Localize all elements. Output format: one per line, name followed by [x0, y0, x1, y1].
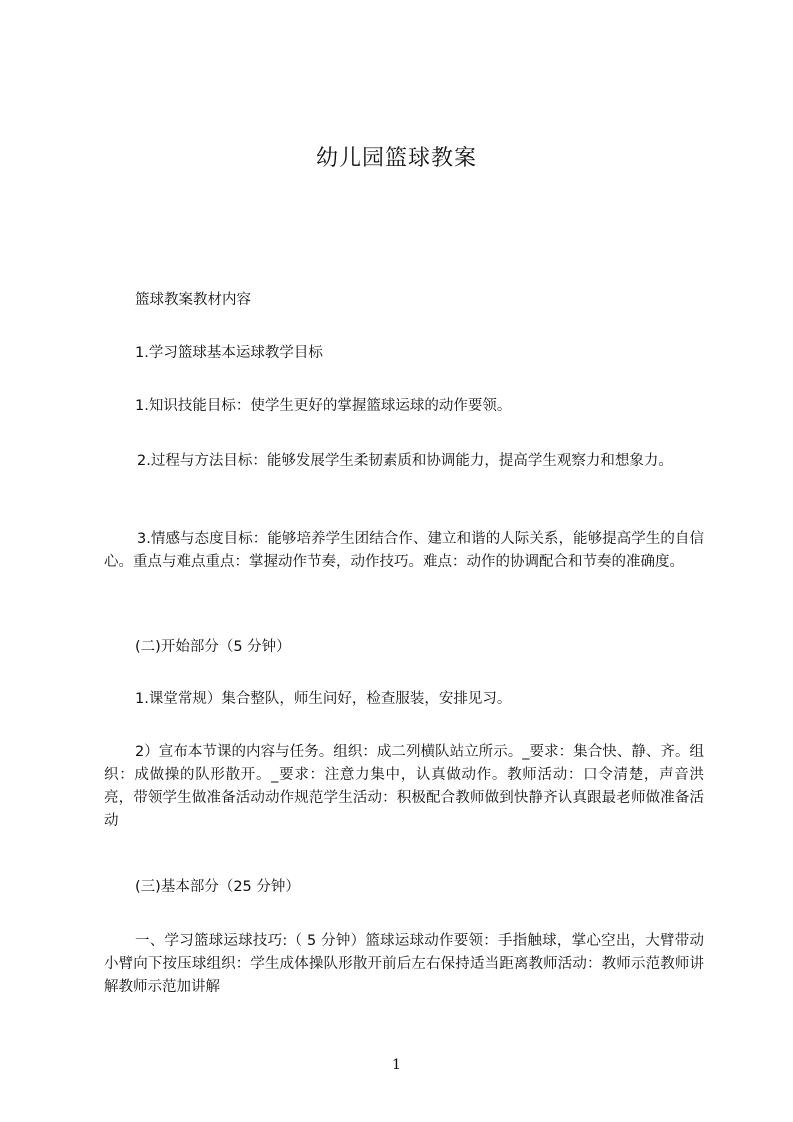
paragraph-learning-goal: 1.学习篮球基本运球教学目标 — [135, 345, 323, 361]
paragraph-dribble-skill: 一、学习篮球运球技巧:（ 5 分钟）篮球运球动作要领：手指触球，掌心空出，大臂带动小臂向下按压球组织：学生成体操队形散开前后左右保持适当距离教师活动：教师示范教师讲解教师示范加讲解 — [104, 933, 704, 995]
paragraph-attitude-goal: 3.情感与态度目标：能够培养学生团结合作、建立和谐的人际关系，能够提高学生的自信心。重点与难点重点：掌握动作节奏，动作技巧。难点：动作的协调配合和节奏的准确度。 — [104, 531, 704, 570]
paragraph-class-routine: 1.课堂常规）集合整队，师生问好，检查服装，安排见习。 — [135, 691, 512, 707]
document-title: 幼儿园篮球教案 — [315, 146, 477, 171]
paragraph-teaching-content: 篮球教案教材内容 — [135, 292, 251, 308]
paragraph-knowledge-goal: 1.知识技能目标：使学生更好的掌握篮球运球的动作要领。 — [135, 398, 512, 414]
paragraph-opening-section: (二)开始部分（5 分钟） — [135, 639, 291, 655]
paragraph-announce-task: 2）宣布本节课的内容与任务。组织：成二列横队站立所示。_要求：集合快、静、齐。组织：成做操的队形散开。_要求：注意力集中，认真做动作。教师活动：口令清楚，声音洪亮，带领学生做准备活动动作规范学生活动：积极配合教师做到快静齐认真跟最老师做准备活动 — [104, 744, 704, 829]
paragraph-basic-section: (三)基本部分（25 分钟） — [135, 879, 300, 895]
paragraph-process-goal: 2.过程与方法目标：能够发展学生柔韧素质和协调能力，提高学生观察力和想象力。 — [137, 453, 673, 469]
page-number: 1 — [392, 1057, 401, 1073]
